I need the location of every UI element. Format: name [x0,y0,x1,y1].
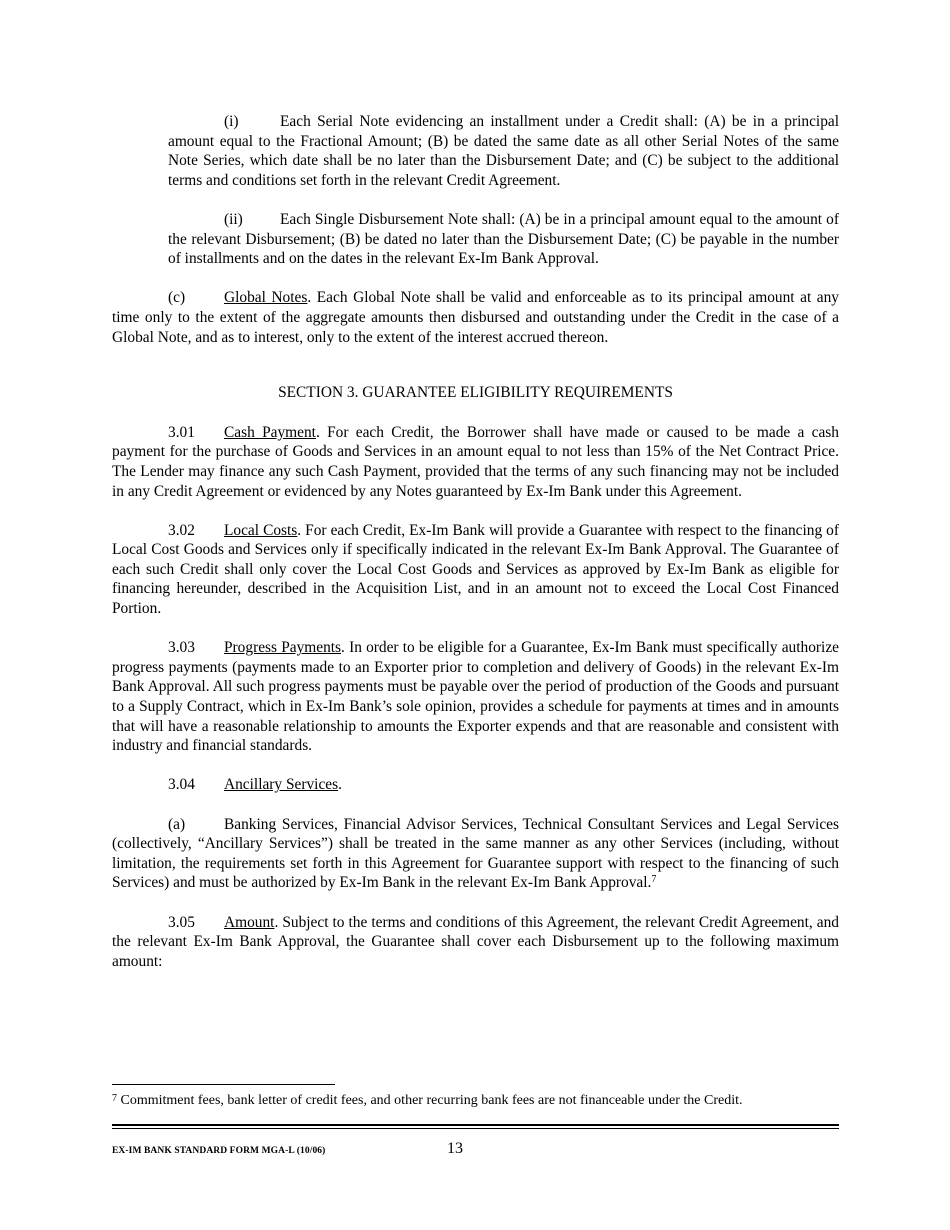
section-text: . [338,776,342,794]
paragraph-text: Each Single Disbursement Note shall: (A) be in a principal amount equal to the amount of the relevant Disbursement; (B) be dated no later than the Disbursement Date; (C) be payable in the number of installments and on the dates in the relevant Ex-Im Bank Approval. [168,210,839,268]
section-number: 3.04 [168,776,195,794]
section-text: . Subject to the terms and conditions of this Agreement, the relevant Credit Agreement, and the relevant Ex-Im Bank Approval, the Guarantee shall cover each Disbursement up to the following maximum amount: [112,913,839,970]
paragraph-label: (c) [168,289,186,307]
paragraph-label: (ii) [224,210,243,228]
footnote [112,1092,839,1110]
footnote-text: Commitment fees, bank letter of credit fees, and other recurring bank fees are not financeable under the Credit. [120,1093,743,1108]
paragraph-i [112,112,839,190]
paragraph-c [112,288,839,347]
section-3-04-a [112,815,839,893]
section-title: SECTION 3. GUARANTEE ELIGIBILITY REQUIREMENTS [278,384,673,402]
section-3-04 [112,775,839,795]
section-text: . In order to be eligible for a Guarantee, Ex-Im Bank must specifically authorize progress payments (payments made to an Exporter prior to completion and delivery of Goods) in the relevant Ex-Im Bank Approval. All such progress payments must be payable over the period of production of the Goods and pursuant to a Supply Contract, which in Ex-Im Bank’s sole opinion, provides a schedule for payments at times and in amounts that will have a reasonable relationship to amounts the Exporter expends and that are reasonable and consistent with industry and financial standards. [112,639,839,755]
footnote-reference[interactable]: 7 [651,874,657,886]
paragraph-text: Each Serial Note evidencing an installment under a Credit shall: (A) be in a principal amount equal to the Fractional Amount; (B) be dated the same date as all other Serial Notes of the same Note Series, which date shall be no later than the Disbursement Date; and (C) be subject to the additional terms and conditions set forth in the relevant Credit Agreement. [168,113,839,189]
paragraph-heading: Global Notes [224,289,308,307]
section-text: Banking Services, Financial Advisor Services, Technical Consultant Services and Legal Services (collectively, “Ancillary Services”) shall be treated in the same manner as any other Services (including, without limitation, the requirements set forth in this Agreement for Guarantee support with respect to the financing of such Services) and must be authorized by Ex-Im Bank in the relevant Ex-Im Bank Approval. [112,815,839,892]
document-body [112,112,839,991]
section-3-03 [112,638,839,756]
footnote-divider [112,1084,335,1085]
section-text: . For each Credit, Ex-Im Bank will provide a Guarantee with respect to the financing of Local Cost Goods and Services only if specifically indicated in the relevant Ex-Im Bank Approval. The Guarantee of each such Credit shall only cover the Local Cost Goods and Services as approved by Ex-Im Bank as eligible for financing hereunder, described in the Acquisition List, and in an amount not to exceed the Local Cost Financed Portion. [112,521,839,618]
section-number: 3.02 [168,521,195,539]
paragraph-label: (a) [168,815,186,833]
footer-divider [112,1124,839,1126]
section-heading: Amount [224,913,275,931]
section-heading: Local Costs [224,521,298,539]
paragraph-text: . Each Global Note shall be valid and enforceable as to its principal amount at any time only to the extent of the aggregate amounts then disbursed and outstanding under the Credit in the case of a Global Note, and as to interest, only to the extent of the interest accrued thereon. [112,289,839,346]
section-text: . For each Credit, the Borrower shall have made or caused to be made a cash payment for the purchase of Goods and Services in an amount equal to not less than 15% of the Net Contract Price. The Lender may finance any such Cash Payment, provided that the terms of any such financing may not be included in any Credit Agreement or evidenced by any Notes guaranteed by Ex-Im Bank under this Agreement. [112,423,839,500]
section-heading: Cash Payment [224,423,316,441]
paragraph-label: (i) [224,113,239,130]
section-number: 3.05 [168,913,195,931]
section-number: 3.03 [168,639,195,657]
section-heading: Progress Payments [224,639,342,657]
form-label: EX-IM BANK STANDARD FORM MGA-L (10/06) [112,1146,326,1156]
section-number: 3.01 [168,423,195,441]
section-3-05 [112,913,839,972]
section-3-01 [112,423,839,501]
page-number: 13 [447,1140,463,1157]
footer-divider-thin [112,1128,839,1129]
paragraph-ii [112,210,839,269]
section-heading: Ancillary Services [224,776,339,794]
section-3-02 [112,521,839,619]
footnote-number: 7 [112,1093,117,1104]
